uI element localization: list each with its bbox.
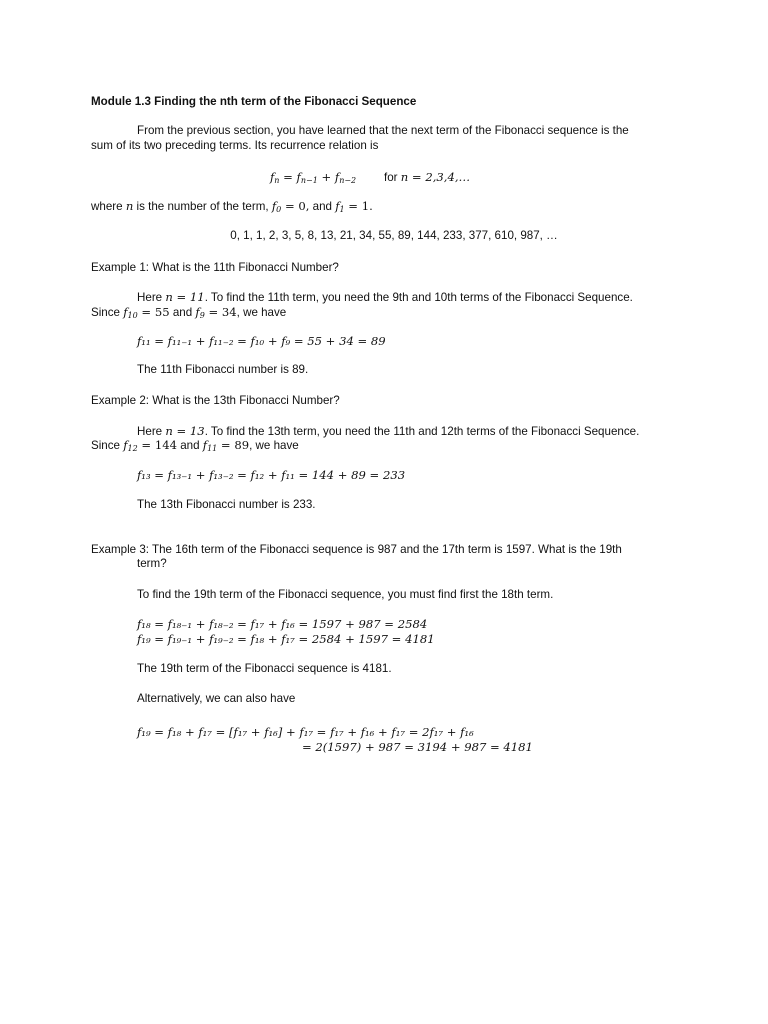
example-3-answer: The 19th term of the Fibonacci sequence is 4181. [137, 662, 392, 675]
recurrence-equation: $f_n = f_{n-1} + f_{n-2}$ [270, 170, 357, 185]
example-3-alternative-equation-continued: = 2(1597) + 987 = 3194 + 987 = 4181 [302, 740, 533, 754]
example-2-equation: f₁₃ = f₁₃₋₁ + f₁₃₋₂ = f₁₂ + f₁₁ = 144 + 89 = 233 [137, 468, 406, 482]
example-3-instruction: To find the 19th term of the Fibonacci sequence, you must find first the 18th term. [137, 588, 554, 601]
example-2-heading: Example 2: What is the 13th Fibonacci Number? [91, 394, 340, 407]
example-1-answer: The 11th Fibonacci number is 89. [137, 363, 309, 376]
example-1-heading: Example 1: What is the 11th Fibonacci Number? [91, 261, 339, 274]
example-3-alternative-equation: f₁₉ = f₁₈ + f₁₇ = [f₁₇ + f₁₆] + f₁₇ = f₁₇ + f₁₆ + f₁₇ = 2f₁₇ + f₁₆ [137, 725, 474, 739]
example-3-alternative-intro: Alternatively, we can also have [137, 692, 296, 705]
intro-line-2: sum of its two preceding terms. Its recurrence relation is [91, 139, 379, 152]
example-3-equation-18: f₁₈ = f₁₈₋₁ + f₁₈₋₂ = f₁₇ + f₁₆ = 1597 + 987 = 2584 [137, 617, 428, 631]
where-line: where n is the number of the term, $f_0 = 0$, and $f_1 = 1$. [91, 199, 373, 214]
example-1-line-2: Since $f_{10} = 55$ and $f_9 = 34$, we have [91, 305, 287, 320]
recurrence-domain: for n = 2,3,4,… [384, 170, 471, 184]
example-3-heading-continued: term? [137, 557, 167, 570]
fibonacci-sequence: 0, 1, 1, 2, 3, 5, 8, 13, 21, 34, 55, 89, 144, 233, 377, 610, 987, … [230, 229, 558, 242]
intro-line-1: From the previous section, you have learned that the next term of the Fibonacci sequence is the [137, 124, 629, 137]
example-2-line-1: Here n = 13. To find the 13th term, you need the 11th and 12th terms of the Fibonacci Sequence. [137, 424, 640, 438]
example-2-line-2: Since $f_{12} = 144$ and $f_{11} = 89$, we have [91, 438, 299, 453]
example-3-heading: Example 3: The 16th term of the Fibonacci sequence is 987 and the 17th term is 1597. What is the 19th [91, 543, 622, 556]
example-2-answer: The 13th Fibonacci number is 233. [137, 498, 316, 511]
page-title: Module 1.3 Finding the nth term of the Fibonacci Sequence [91, 95, 417, 108]
example-1-equation: f₁₁ = f₁₁₋₁ + f₁₁₋₂ = f₁₀ + f₉ = 55 + 34 = 89 [137, 334, 386, 348]
example-3-equation-19: f₁₉ = f₁₉₋₁ + f₁₉₋₂ = f₁₈ + f₁₇ = 2584 + 1597 = 4181 [137, 632, 435, 646]
example-1-line-1: Here n = 11. To find the 11th term, you need the 9th and 10th terms of the Fibonacci Sequence. [137, 290, 633, 304]
